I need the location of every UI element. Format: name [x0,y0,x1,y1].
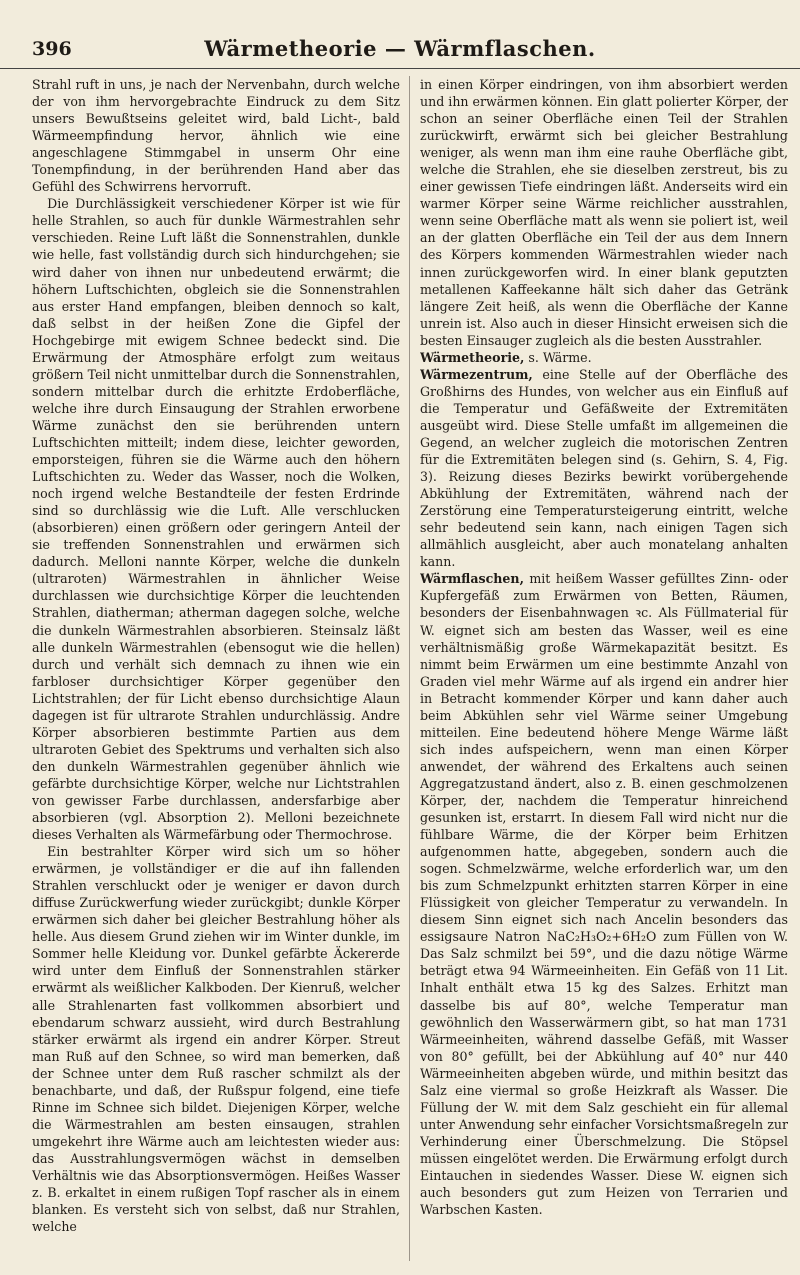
paragraph: Die Durchlässigkeit verschiedener Körper ist wie für helle Strahlen, so auch für dunkle Wärmestrahlen sehr verschieden. Reine Luft läßt die Sonnenstrahlen, dunkle wie helle, fast vollständig durch sich hindurchgehen; sie wird daher von ihnen nur unbedeutend erwärmt; die höhern Luftschichten, obgleich sie die Sonnenstrahlen aus erster Hand empfangen, bleiben dennoch so kalt, daß selbst in der heißen Zone die Gipfel der Hochgebirge mit ewigem Schnee bedeckt sind. Die Erwärmung der Atmosphäre erfolgt zum weitaus größern Teil nicht unmittelbar durch die Sonnenstrahlen, sondern mittelbar durch die erhitzte Erdoberfläche, welche ihre durch Einsaugung der Strahlen erworbene Wärme zunächst den sie berührenden untern Luftschichten mitteilt; indem diese, leichter geworden, emporsteigen, führen sie die Wärme auch den höhern Luftschichten zu. Weder das Wasser, noch die Wolken, noch irgend welche Bestandteile der festen Erdrinde sind so durchlässig wie die Luft. Alle verschlucken (absorbieren) einen größern oder geringern Anteil der sie treffenden Sonnenstrahlen und erwärmen sich dadurch. Melloni nannte Körper, welche die dunkeln (ultraroten) Wärmestrahlen in ähnlicher Weise durchlassen wie durchsichtige Körper die leuchtenden Strahlen, diatherman; atherman dagegen solche, welche die dunkeln Wärmestrahlen absorbieren. Steinsalz läßt alle dunkeln Wärmestrahlen (ebensogut wie die hellen) durch und verhält sich demnach zu ihnen wie ein farbloser durchsichtiger Körper gegenüber den Lichtstrahlen; der für Licht ebenso durchsichtige Alaun dagegen ist für ultrarote Strahlen undurchlässig. Andre Körper absorbieren bestimmte Partien aus dem ultraroten Gebiet des Spektrums und verhalten sich also den dunkeln Wärmestrahlen gegenüber ähnlich wie gefärbte durchsichtige Körper, welche nur Lichtstrahlen von gewisser Farbe durchlassen, andersfarbige aber absorbieren (vgl. Absorption 2). Melloni bezeichnete dieses Verhalten als Wärmefärbung oder Thermochrose. [32,196,400,843]
dictionary-entry [420,570,788,1218]
paragraph: Strahl ruft in uns, je nach der Nervenbahn, durch welche der von ihm hervorgebrachte Eindruck zu dem Sitz unsers Bewußtseins geleitet wird, bald Licht-, bald Wärmeempfindung hervor, ähnlich wie eine angeschlagene Stimmgabel in unserm Ohr eine Tonempfindung, in der berührenden Hand aber das Gefühl des Schwirrens hervorruft. [32,77,400,195]
paragraph: in einen Körper eindringen, von ihm absorbiert werden und ihn erwärmen können. Ein glatt polierter Körper, der schon an seiner Oberfläche einen Teil der Strahlen zurückwirft, erwärmt sich bei gleicher Bestrahlung weniger, als wenn man ihm eine rauhe Oberfläche gibt, welche die Strahlen, ehe sie dieselben zerstreut, bis zu einer gewissen Tiefe eindringen läßt. Anderseits wird ein warmer Körper seine Wärme reichlicher ausstrahlen, wenn seine Oberfläche matt als wenn sie poliert ist, weil an der glatten Oberfläche ein Teil der aus dem Innern des Körpers kommenden Wärmestrahlen wieder nach innen zurückgeworfen wird. In einer blank geputzten metallenen Kaffeekanne hält sich daher das Getränk längere Zeit heiß, als wenn die Oberfläche der Kanne unrein ist. Also auch in dieser Hinsicht erweisen sich die besten Einsauger zugleich als die besten Ausstrahler. [420,77,788,348]
entry-text: s. Wärme. [524,349,592,365]
text-columns [32,76,788,1266]
right-column [420,76,788,1266]
entry-headword: Wärmetheorie, [420,349,525,365]
entry-headword: Wärmflaschen, [420,571,524,587]
entry-text: eine Stelle auf der Oberfläche des Großhirns des Hundes, von welcher aus ein Einfluß auf die Temperatur und Gefäßweite der Extremitäten ausgeübt wird. Diese Stelle umfaßt im allgemeinen die Gegend, an welcher zugleich die motorischen Zentren für die Extremitäten belegen sind (s. Gehirn, S. 4, Fig. 3). Reizung dieses Bezirks bewirkt vorübergehende Abkühlung der Extremitäten, während nach der Zerstörung eine Temperatursteigerung eintritt, welche sehr bedeutend sein kann, nach einigen Tagen sich allmählich ausgleicht, aber auch monatelang anhalten kann. [420,366,788,570]
entry-text: mit heißem Wasser gefülltes Zinn- oder Kupfergefäß zum Erwärmen von Betten, Räumen, besonders der Eisenbahnwagen ꝛc. Als Füllmaterial für W. eignet sich am besten das Wasser, weil es eine verhältnismäßig große Wärmekapazität besitzt. Es nimmt beim Erwärmen um eine bestimmte Anzahl von Graden viel mehr Wärme auf als irgend ein andrer hier in Betracht kommender Körper und kann daher auch beim Abkühlen sehr viel Wärme seiner Umgebung mitteilen. Eine bedeutend höhere Menge Wärme läßt sich indes aufspeichern, wenn man einen Körper anwendet, der während des Erkaltens auch seinen Aggregatzustand ändert, also z. B. einen geschmolzenen Körper, der, nachdem die Temperatur hinreichend gesunken ist, erstarrt. In diesem Fall wird nicht nur die fühlbare Wärme, die der Körper beim Erhitzen aufgenommen hatte, abgegeben, sondern auch die sogen. Schmelzwärme, welche erforderlich war, um den bis zum Schmelzpunkt erhitzten starren Körper in eine Flüssigkeit von gleicher Temperatur zu verwandeln. In diesem Sinn eignet sich nach Ancelin besonders das essigsaure Natron NaC₂H₃O₂+6H₂O zum Füllen von W. Das Salz schmilzt bei 59°, und die dazu nötige Wärme beträgt etwa 94 Wärmeeinheiten. Ein Gefäß von 11 Lit. Inhalt enthält etwa 15 kg des Salzes. Erhitzt man dasselbe bis auf 80°, welche Temperatur man gewöhnlich den Wasserwärmern gibt, so hat man 1731 Wärmeeinheiten, während dasselbe Gefäß, mit Wasser von 80° gefüllt, bei der Abkühlung auf 40° nur 440 Wärmeeinheiten abgeben würde, und mithin besitzt das Salz eine viermal so große Heizkraft als Wasser. Die Füllung der W. mit dem Salz geschieht ein für allemal unter Anwendung sehr einfacher Vorsichtsmaßregeln zur Verhinderung einer Überschmelzung. Die Stöpsel müssen eingelötet werden. Die Erwärmung erfolgt durch Eintauchen in siedendes Wasser. Diese W. eignen sich auch besonders gut zum Heizen von Terrarien und Warbschen Kasten. [420,571,788,1218]
page-header [0,34,800,69]
running-head: Wärmetheorie — Wärmflaschen. [204,36,596,61]
cross-reference-entry [420,349,788,366]
dictionary-entry [420,366,788,571]
left-column [32,76,400,1266]
paragraph: Ein bestrahlter Körper wird sich um so höher erwärmen, je vollständiger er die auf ihn fallenden Strahlen verschluckt oder je weniger er davon durch diffuse Zurückwerfung wieder zurückgibt; dunkle Körper erwärmen sich daher bei gleicher Bestrahlung höher als helle. Aus diesem Grund ziehen wir im Winter dunkle, im Sommer helle Kleidung vor. Dunkel gefärbte Äckererde wird unter dem Einfluß der Sonnenstrahlen stärker erwärmt als weißlicher Kalkboden. Der Kienruß, welcher alle Strahlenarten fast vollkommen absorbiert und ebendarum schwarz aussieht, wird durch Bestrahlung stärker erwärmt als irgend ein andrer Körper. Streut man Ruß auf den Schnee, so wird man bemerken, daß der Schnee unter dem Ruß rascher schmilzt als der benachbarte, und daß, der Rußspur folgend, eine tiefe Rinne im Schnee sich bildet. Diejenigen Körper, welche die Wärmestrahlen am besten einsaugen, strahlen umgekehrt ihre Wärme auch am leichtesten wieder aus: das Ausstrahlungsvermögen wächst in demselben Verhältnis wie das Absorptionsvermögen. Heißes Wasser z. B. erkaltet in einem rußigen Topf rascher als in einem blanken. Es versteht sich von selbst, daß nur Strahlen, welche [32,844,400,1235]
page-number: 396 [32,38,72,60]
entry-headword: Wärmezentrum, [420,366,533,382]
column-divider [409,76,410,1261]
